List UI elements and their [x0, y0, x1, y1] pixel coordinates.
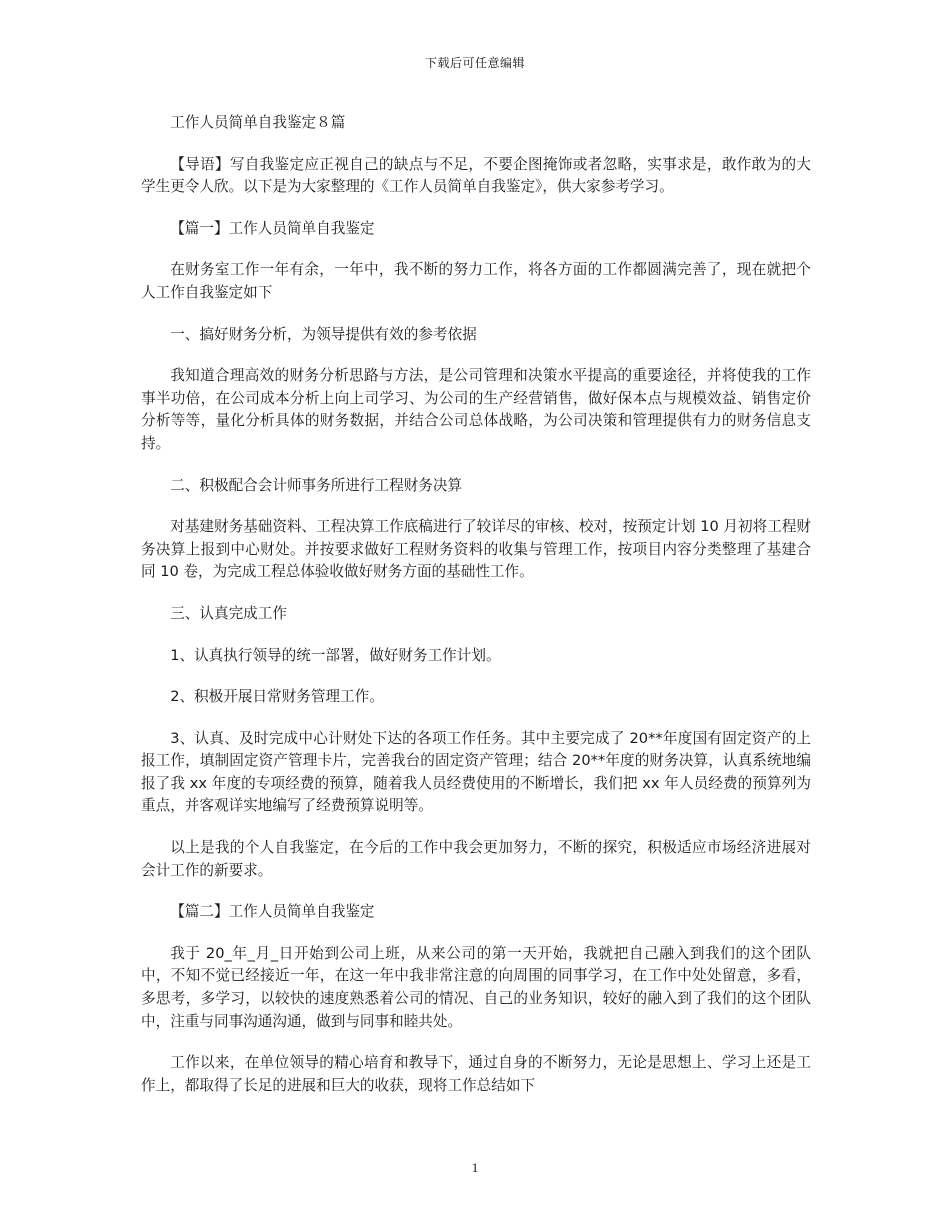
paragraph: 在财务室工作一年有余，一年中，我不断的努力工作，将各方面的工作都圆满完善了，现在就把个人工作自我鉴定如下: [141, 261, 811, 301]
paragraph-intro: 【导语】写自我鉴定应正视自己的缺点与不足，不要企图掩饰或者忽略，实事求是，敢作敢为的大学生更令人欣。以下是为大家整理的《工作人员简单自我鉴定》，供大家参考学习。: [141, 155, 811, 196]
subheading: 一、搞好财务分析，为领导提供有效的参考依据: [170, 325, 477, 343]
section-heading-part-two: 【篇二】工作人员简单自我鉴定: [170, 903, 375, 921]
subheading: 三、认真完成工作: [170, 604, 287, 622]
paragraph: 工作以来，在单位领导的精心培育和教导下，通过自身的不断努力，无论是思想上、学习上还是工作上，都取得了长足的进展和巨大的收获，现将工作总结如下: [141, 1054, 811, 1094]
document-body: [141, 112, 811, 1116]
paragraph: 对基建财务基础资料、工程决算工作底稿进行了较详尽的审核、校对，按预定计划 10 月初将工程财务决算上报到中心财处。并按要求做好工程财务资料的收集与管理工作，按项目内容分类整理了基建合同 10 卷，为完成工程总体验收做好财务方面的基础性工作。: [141, 518, 811, 581]
list-item: 1、认真执行领导的统一部署，做好财务工作计划。: [170, 646, 501, 664]
list-item: 3、认真、及时完成中心计财处下达的各项工作任务。其中主要完成了 20**年度国有固定资产的上报工作，填制固定资产管理卡片，完善我台的固定资产管理；结合 20**年度的财务决算，认真系统地编报了我 xx 年度的专项经费的预算，随着我人员经费使用的不断增长，我们把 xx 年人员经费的预算列为重点，并客观详实地编写了经费预算说明等。: [141, 729, 811, 815]
page-number: 1: [471, 1160, 479, 1175]
document-title: 工作人员简单自我鉴定８篇: [170, 114, 346, 131]
paragraph: 以上是我的个人自我鉴定，在今后的工作中我会更加努力，不断的探究，积极适应市场经济进展对会计工作的新要求。: [141, 839, 811, 879]
paragraph: 我于 20_年_月_日开始到公司上班，从来公司的第一天开始，我就把自己融入到我们的这个团队中，不知不觉已经接近一年，在这一年中我非常注意的向周围的同事学习，在工作中处处留意，多看，多思考，多学习，以较快的速度熟悉着公司的情况、自己的业务知识，较好的融入到了我们的这个团队中，注重与同事沟通沟通，做到与同事和睦共处。: [141, 944, 811, 1030]
paragraph: 我知道合理高效的财务分析思路与方法，是公司管理和决策水平提高的重要途径，并将使我的工作事半功倍，在公司成本分析上向上司学习、为公司的生产经营销售，做好保本点与规模效益、销售定价分析等等，量化分析具体的财务数据，并结合公司总体战略，为公司决策和管理提供有力的财务信息支持。: [141, 367, 811, 452]
page-header-note: 下载后可任意编辑: [424, 56, 525, 70]
list-item: 2、积极开展日常财务管理工作。: [170, 688, 384, 706]
section-heading-part-one: 【篇一】工作人员简单自我鉴定: [170, 219, 375, 237]
subheading: 二、积极配合会计师事务所进行工程财务决算: [170, 476, 463, 494]
